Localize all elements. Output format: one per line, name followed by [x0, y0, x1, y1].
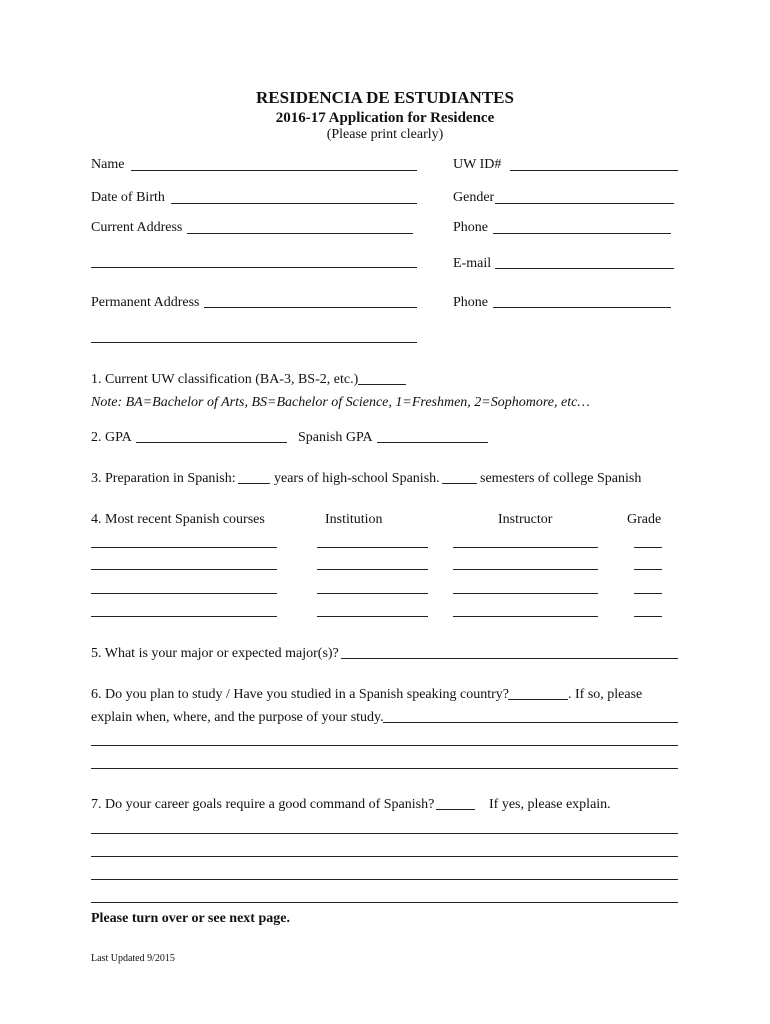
- current-address-label: Current Address: [91, 220, 183, 235]
- institution-field-1[interactable]: [317, 547, 428, 548]
- grade-field-3[interactable]: [634, 593, 662, 594]
- last-updated: Last Updated 9/2015: [91, 953, 175, 964]
- question-6-line2: explain when, where, and the purpose of your study.: [91, 710, 384, 725]
- question-7: 7. Do your career goals require a good command of Spanish?: [91, 797, 435, 812]
- question-2-gpa-label: 2. GPA: [91, 430, 132, 445]
- classification-field[interactable]: [358, 384, 406, 385]
- question-5: 5. What is your major or expected major(s)?: [91, 646, 339, 661]
- date-of-birth-label: Date of Birth: [91, 190, 165, 205]
- hs-years-label: years of high-school Spanish.: [274, 471, 440, 486]
- phone2-label: Phone: [453, 295, 488, 310]
- gpa-field[interactable]: [136, 442, 287, 443]
- name-label: Name: [91, 157, 125, 172]
- college-semesters-field[interactable]: [442, 483, 477, 484]
- grade-field-4[interactable]: [634, 616, 662, 617]
- institution-field-3[interactable]: [317, 593, 428, 594]
- permanent-address-field[interactable]: [204, 307, 417, 308]
- turn-over-note: Please turn over or see next page.: [91, 911, 290, 926]
- instructor-field-3[interactable]: [453, 593, 598, 594]
- form-instruction: (Please print clearly): [326, 127, 444, 142]
- major-field[interactable]: [341, 658, 678, 659]
- study-abroad-explain-line3[interactable]: [91, 768, 678, 769]
- study-abroad-explain-field[interactable]: [383, 722, 678, 723]
- email-label: E-mail: [453, 256, 492, 271]
- instructor-field-4[interactable]: [453, 616, 598, 617]
- college-semesters-label: semesters of college Spanish: [480, 471, 642, 486]
- institution-field-2[interactable]: [317, 569, 428, 570]
- phone-field[interactable]: [493, 233, 671, 234]
- question-1-note: Note: BA=Bachelor of Arts, BS=Bachelor of Science, 1=Freshmen, 2=Sophomore, etc…: [91, 395, 590, 410]
- grade-field-1[interactable]: [634, 547, 662, 548]
- current-address-line2-field[interactable]: [91, 267, 417, 268]
- question-4-label: 4. Most recent Spanish courses: [91, 512, 265, 527]
- course-field-2[interactable]: [91, 569, 277, 570]
- course-field-4[interactable]: [91, 616, 277, 617]
- spanish-gpa-label: Spanish GPA: [298, 430, 373, 445]
- institution-column-header: Institution: [325, 512, 383, 527]
- spanish-gpa-field[interactable]: [377, 442, 488, 443]
- date-of-birth-field[interactable]: [171, 203, 417, 204]
- email-field[interactable]: [495, 268, 674, 269]
- grade-field-2[interactable]: [634, 569, 662, 570]
- question-6-if-so: . If so, please: [568, 687, 643, 702]
- course-field-1[interactable]: [91, 547, 277, 548]
- phone-label: Phone: [453, 220, 488, 235]
- career-explain-line2[interactable]: [91, 856, 678, 857]
- gender-label: Gender: [453, 190, 495, 205]
- permanent-address-label: Permanent Address: [91, 295, 200, 310]
- institution-field-4[interactable]: [317, 616, 428, 617]
- question-7-if-yes: If yes, please explain.: [489, 797, 611, 812]
- hs-years-field[interactable]: [238, 483, 270, 484]
- career-explain-line3[interactable]: [91, 879, 678, 880]
- study-abroad-field[interactable]: [508, 699, 568, 700]
- instructor-column-header: Instructor: [498, 512, 553, 527]
- gender-field[interactable]: [495, 203, 674, 204]
- phone2-field[interactable]: [493, 307, 671, 308]
- form-subtitle: 2016-17 Application for Residence: [275, 110, 495, 126]
- instructor-field-1[interactable]: [453, 547, 598, 548]
- current-address-field[interactable]: [187, 233, 413, 234]
- career-explain-line4[interactable]: [91, 902, 678, 903]
- career-explain-line1[interactable]: [91, 833, 678, 834]
- question-3-label: 3. Preparation in Spanish:: [91, 471, 236, 486]
- permanent-address-line2-field[interactable]: [91, 342, 417, 343]
- name-field[interactable]: [131, 170, 417, 171]
- question-6-line1: 6. Do you plan to study / Have you studied in a Spanish speaking country?: [91, 687, 509, 702]
- career-goals-field[interactable]: [436, 809, 475, 810]
- course-field-3[interactable]: [91, 593, 277, 594]
- question-1: 1. Current UW classification (BA-3, BS-2, etc.): [91, 372, 359, 387]
- uw-id-label: UW ID#: [453, 157, 502, 172]
- instructor-field-2[interactable]: [453, 569, 598, 570]
- study-abroad-explain-line2[interactable]: [91, 745, 678, 746]
- form-title: RESIDENCIA DE ESTUDIANTES: [256, 88, 514, 107]
- grade-column-header: Grade: [627, 512, 662, 527]
- uw-id-field[interactable]: [510, 170, 678, 171]
